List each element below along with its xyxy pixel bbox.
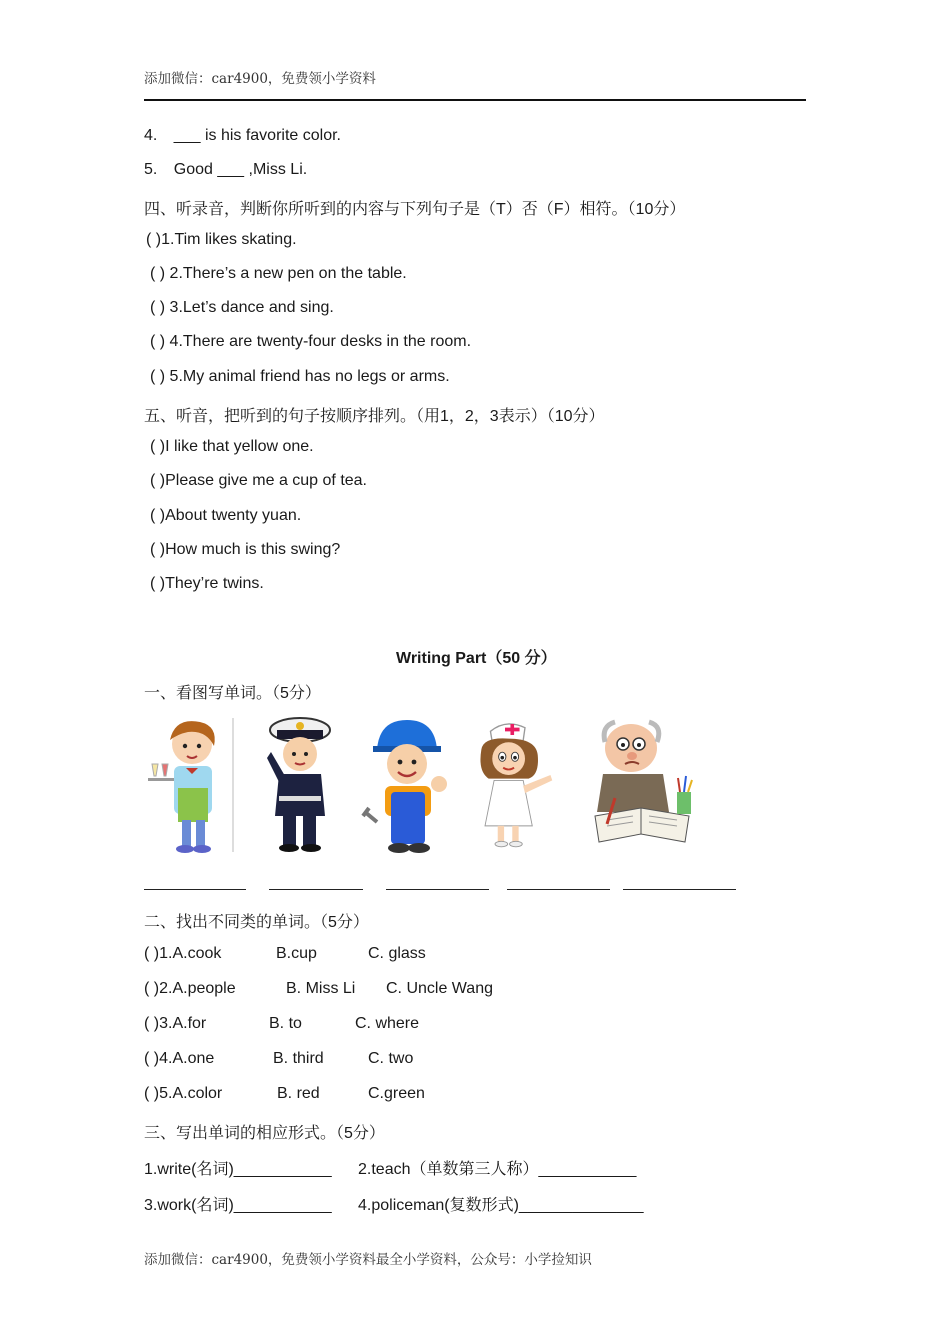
word-form-item: 1.write(名词)___________ <box>144 1161 332 1178</box>
choice-question: ( )4.A.one <box>144 1050 215 1067</box>
item-text: Good ___ ,Miss Li. <box>173 161 308 178</box>
nurse-picture <box>465 712 565 857</box>
answer-blank[interactable] <box>144 889 246 890</box>
answer-blank[interactable] <box>269 889 363 890</box>
section-5-item: ( )I like that yellow one. <box>150 438 314 455</box>
writer-picture <box>585 712 700 857</box>
choice-b: B. third <box>273 1050 324 1067</box>
blank-texts <box>144 874 744 875</box>
choice-question: ( )1.A.cook <box>144 945 222 962</box>
section-4-item: ( ) 5.My animal friend has no legs or arms. <box>150 368 450 385</box>
section-4-item: ( ) 3.Let’s dance and sing. <box>150 299 334 316</box>
word-form-item: 4.policeman(复数形式)______________ <box>358 1197 644 1214</box>
item-number: 4. <box>144 127 158 144</box>
writing-part-title: Writing Part（50 分） <box>396 650 557 667</box>
section-4-item: ( )1.Tim likes skating. <box>146 231 297 248</box>
choice-c: C. two <box>368 1050 414 1067</box>
section-5-item: ( )Please give me a cup of tea. <box>150 472 367 489</box>
choice-b: B. to <box>269 1015 302 1032</box>
section-5-item: ( )They’re twins. <box>150 575 264 592</box>
section-4-title: 四、听录音，判断你所听到的内容与下列句子是（T）否（F）相符。（10分） <box>144 201 686 218</box>
listening-item-4 <box>144 127 341 145</box>
worker-picture <box>355 712 455 857</box>
choice-question: ( )5.A.color <box>144 1085 223 1102</box>
item-number: 5. <box>144 161 158 178</box>
policeman-picture <box>245 712 345 857</box>
choice-c: C.green <box>368 1085 425 1102</box>
section-4-item: ( ) 4.There are twenty-four desks in the room. <box>150 333 472 350</box>
choice-question: ( )2.A.people <box>144 980 236 997</box>
choice-c: C. Uncle Wang <box>386 980 493 997</box>
item-text: ___ is his favorite color. <box>173 127 341 144</box>
section-5-title: 五、听音，把听到的句子按顺序排列。（用1，2，3表示）（10分） <box>144 408 605 425</box>
choice-b: B. red <box>277 1085 320 1102</box>
listening-item-5 <box>144 161 307 179</box>
answer-blank[interactable] <box>507 889 610 890</box>
word-form-item: 3.work(名词)___________ <box>144 1197 332 1214</box>
choice-c: C. where <box>355 1015 420 1032</box>
answer-blank[interactable] <box>386 889 489 890</box>
waiter-picture <box>140 712 240 857</box>
writing-part-3-title: 三、写出单词的相应形式。（5分） <box>144 1125 385 1142</box>
header-divider <box>144 99 806 101</box>
choice-question: ( )3.A.for <box>144 1015 207 1032</box>
page-footer: 添加微信：car4900，免费领小学资料最全小学资料，公众号：小学捡知识 <box>144 1252 592 1268</box>
word-form-item: 2.teach（单数第三人称）___________ <box>358 1161 637 1178</box>
section-5-item: ( )About twenty yuan. <box>150 507 302 524</box>
choice-b: B. Miss Li <box>286 980 356 997</box>
answer-blank[interactable] <box>623 889 736 890</box>
choice-c: C. glass <box>368 945 426 962</box>
section-5-item: ( )How much is this swing? <box>150 541 341 558</box>
section-4-item: ( ) 2.There’s a new pen on the table. <box>150 265 407 282</box>
writing-part-1-title: 一、看图写单词。（5分） <box>144 685 321 702</box>
writing-part-2-title: 二、找出不同类的单词。（5分） <box>144 914 369 931</box>
choice-b: B.cup <box>276 945 317 962</box>
page-header: 添加微信：car4900，免费领小学资料 <box>144 71 376 87</box>
